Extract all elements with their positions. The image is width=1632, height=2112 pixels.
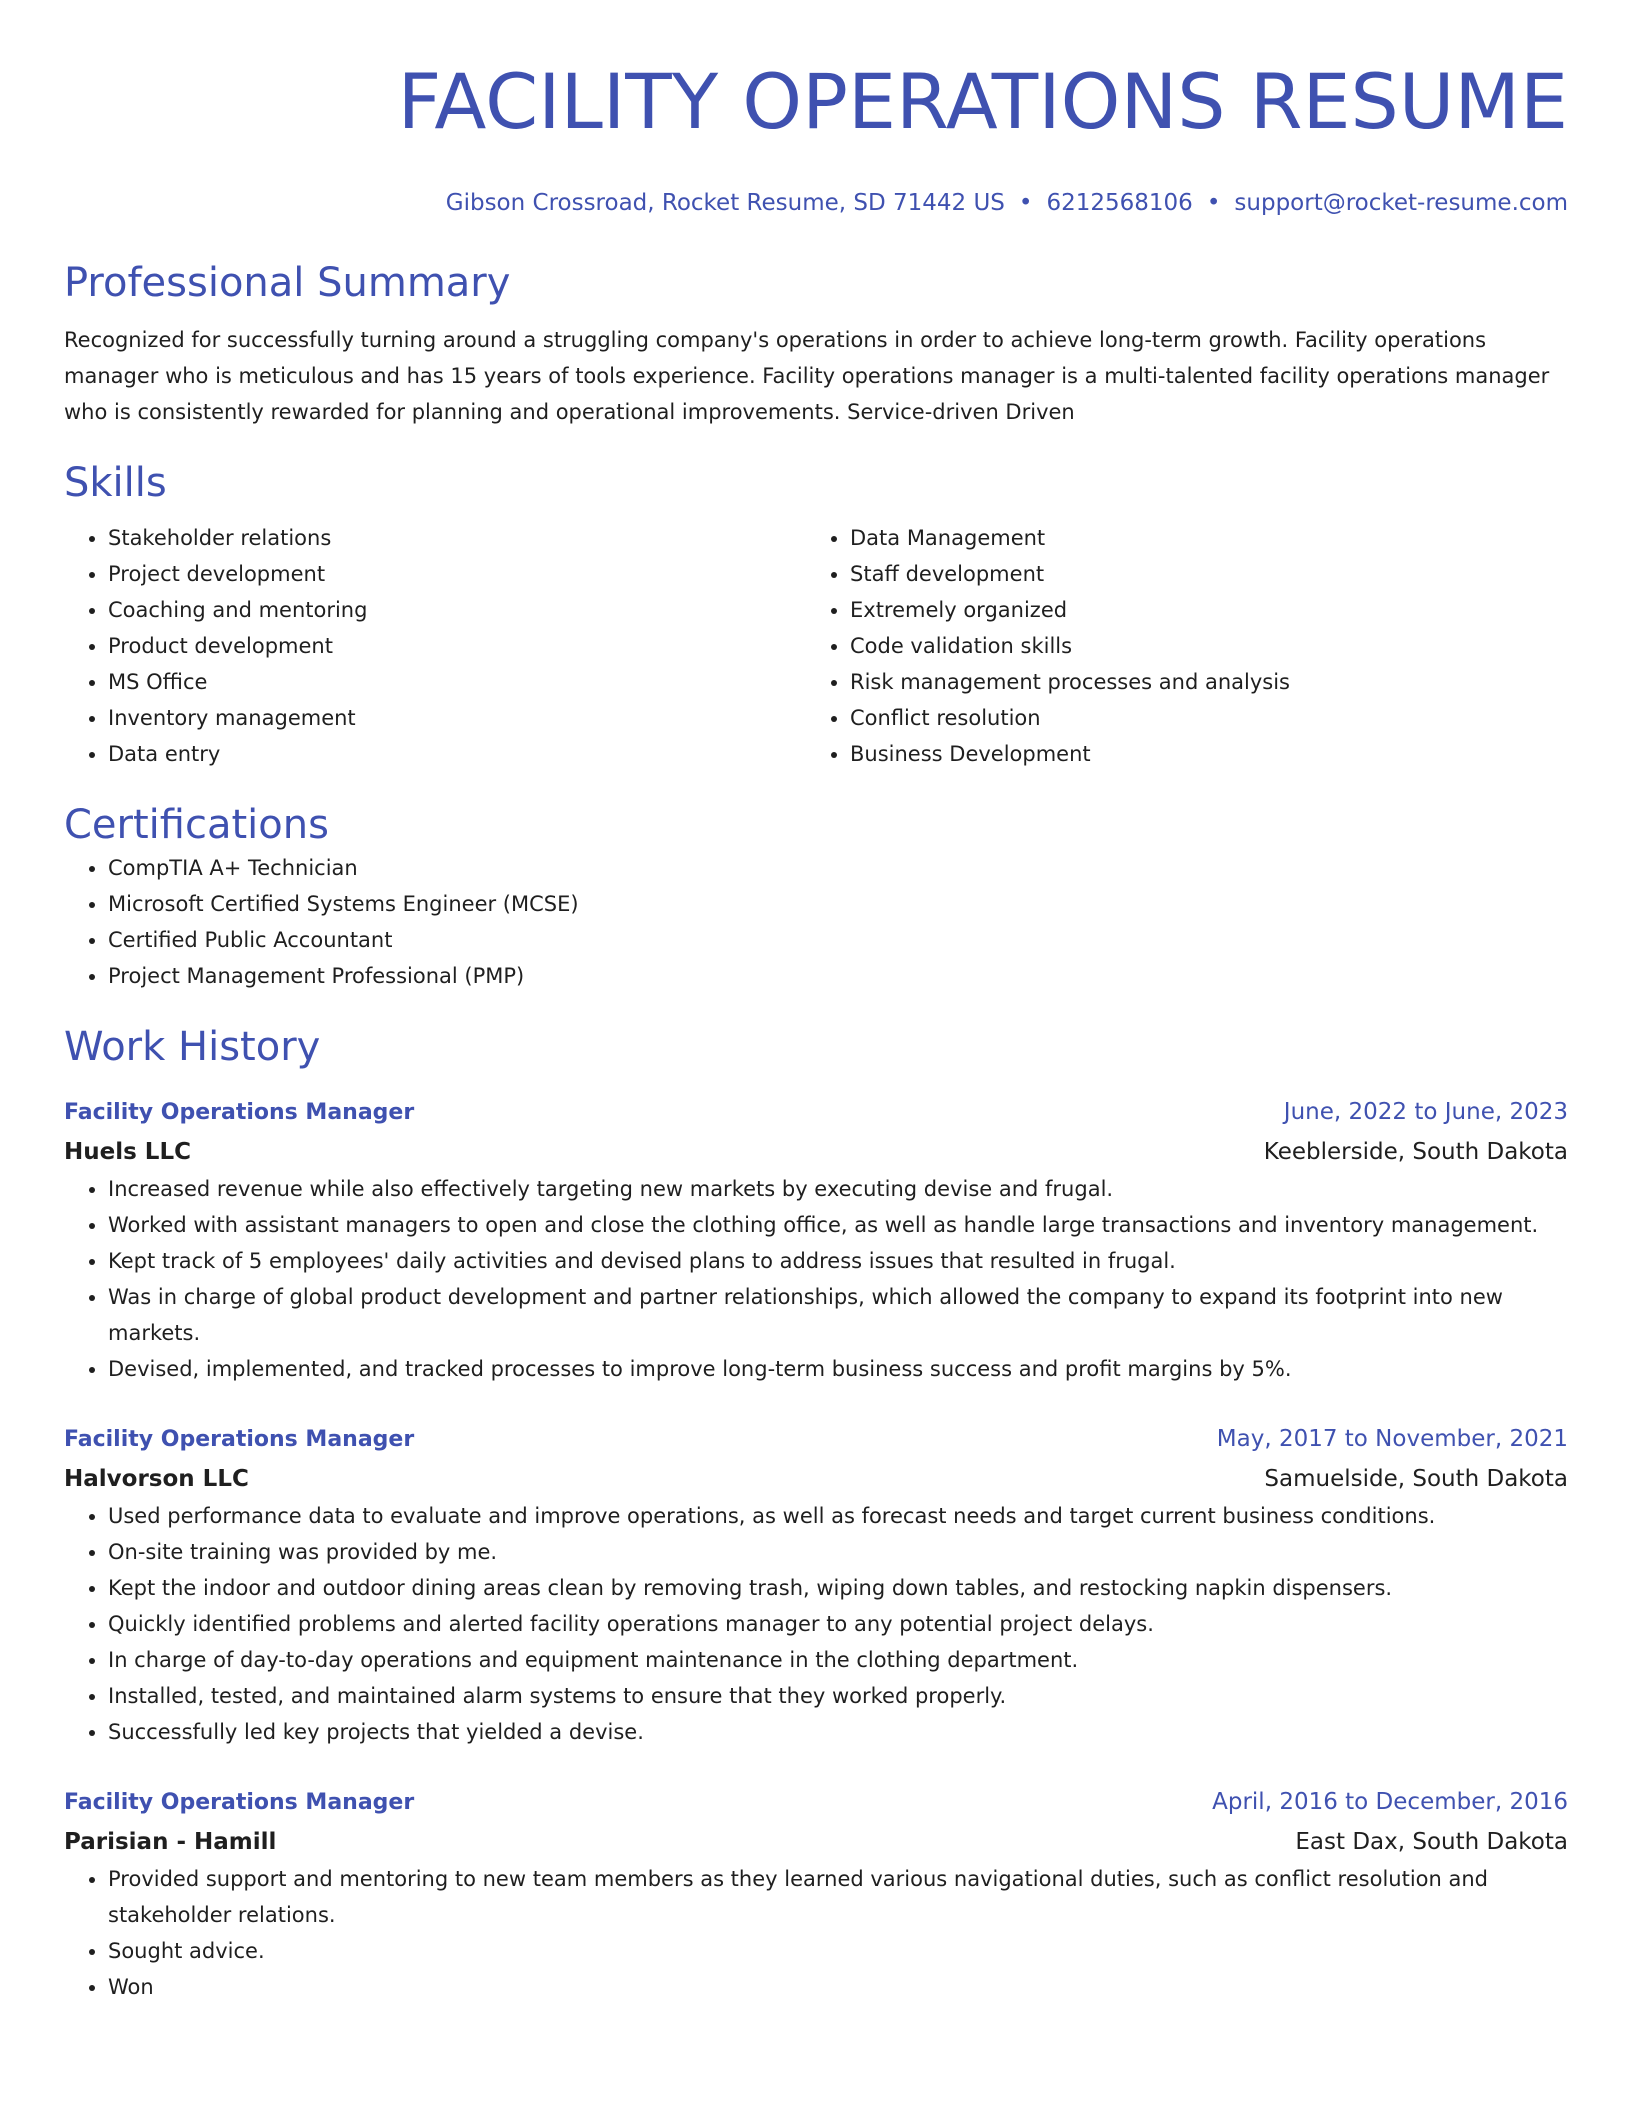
skills-list-left [64, 520, 806, 772]
skill-item: • Code validation skills [850, 628, 1548, 664]
skill-item: • Coaching and mentoring [108, 592, 806, 628]
job-bullet: • Successfully led key projects that yielded a devise. [108, 1714, 1568, 1750]
job-bullet: • Used performance data to evaluate and improve operations, as well as forecast needs and target current business conditions. [108, 1498, 1568, 1534]
certifications-heading: Certifications [64, 802, 329, 848]
job-bullets [64, 1498, 1568, 1750]
job-bullets [64, 1171, 1568, 1387]
skills-column-right [806, 520, 1548, 772]
work-history-heading: Work History [64, 1024, 321, 1070]
job-bullet: • Devised, implemented, and tracked processes to improve long-term business success and profit margins by 5%. [108, 1351, 1568, 1387]
job-bullet: • On-site training was provided by me. [108, 1534, 1568, 1570]
job-entry [64, 1419, 1568, 1750]
job-title: Facility Operations Manager [64, 1100, 415, 1125]
skill-item: • Conflict resolution [850, 700, 1548, 736]
certifications-list [64, 850, 1568, 994]
job-bullets [64, 1861, 1568, 2005]
job-location: Samuelside, South Dakota [1264, 1466, 1568, 1492]
job-title: Facility Operations Manager [64, 1790, 415, 1815]
job-bullet: • In charge of day-to-day operations and equipment maintenance in the clothing department. [108, 1642, 1568, 1678]
job-bullet: • Sought advice. [108, 1933, 1568, 1969]
skill-item: • Business Development [850, 736, 1548, 772]
contact-separator: • [1206, 190, 1221, 216]
summary-heading: Professional Summary [64, 260, 511, 306]
certification-item: • Certified Public Accountant [108, 922, 1568, 958]
job-bullet: • Worked with assistant managers to open and close the clothing office, as well as handle large transactions and inventory management. [108, 1207, 1568, 1243]
summary-text: Recognized for successfully turning around a struggling company's operations in order to achieve long-term growth. Facility operations manager who is meticulous and has 15 years of tools experience. Facility operations manager is a multi-talented facility operations manager who is consistently rewarded for planning and operational improvements. Service-driven Driven [64, 328, 1550, 424]
job-title-row [64, 1419, 1568, 1460]
job-title-row [64, 1092, 1568, 1133]
job-company: Parisian - Hamill [64, 1829, 277, 1855]
job-company-row [64, 1133, 1568, 1171]
job-bullet: • Installed, tested, and maintained alarm systems to ensure that they worked properly. [108, 1678, 1568, 1714]
job-bullet: • Kept the indoor and outdoor dining areas clean by removing trash, wiping down tables, and restocking napkin dispensers. [108, 1570, 1568, 1606]
job-company-row [64, 1460, 1568, 1498]
job-entry [64, 1092, 1568, 1387]
skill-item: • Data Management [850, 520, 1548, 556]
skill-item: • Staff development [850, 556, 1548, 592]
job-dates: June, 2022 to June, 2023 [1283, 1099, 1568, 1125]
skill-item: • MS Office [108, 664, 806, 700]
skill-item: • Project development [108, 556, 806, 592]
skill-item: • Data entry [108, 736, 806, 772]
certification-item: • Project Management Professional (PMP) [108, 958, 1568, 994]
contact-address: Gibson Crossroad, Rocket Resume, SD 71442 US [445, 190, 1005, 216]
certification-item: • CompTIA A+ Technician [108, 850, 1568, 886]
job-dates: April, 2016 to December, 2016 [1212, 1789, 1568, 1815]
skills-column-left [64, 520, 806, 772]
skill-item: • Extremely organized [850, 592, 1548, 628]
skill-item: • Inventory management [108, 700, 806, 736]
contact-separator: • [1018, 190, 1033, 216]
resume-page [64, 0, 1568, 2005]
contact-email: support@rocket-resume.com [1234, 190, 1568, 216]
job-title-row [64, 1782, 1568, 1823]
job-title: Facility Operations Manager [64, 1427, 415, 1452]
skill-item: • Stakeholder relations [108, 520, 806, 556]
certification-item: • Microsoft Certified Systems Engineer (MCSE) [108, 886, 1568, 922]
resume-title: FACILITY OPERATIONS RESUME [397, 57, 1568, 146]
contact-line [64, 188, 1568, 218]
job-bullet: • Provided support and mentoring to new team members as they learned various navigational duties, such as conflict resolution and stakeholder relations. [108, 1861, 1568, 1933]
skill-item: • Product development [108, 628, 806, 664]
job-location: East Dax, South Dakota [1295, 1829, 1568, 1855]
job-bullet: • Kept track of 5 employees' daily activities and devised plans to address issues that resulted in frugal. [108, 1243, 1568, 1279]
job-bullet: • Quickly identified problems and alerted facility operations manager to any potential project delays. [108, 1606, 1568, 1642]
skill-item: • Risk management processes and analysis [850, 664, 1548, 700]
job-bullet: • Increased revenue while also effectively targeting new markets by executing devise and frugal. [108, 1171, 1568, 1207]
job-dates: May, 2017 to November, 2021 [1216, 1426, 1568, 1452]
job-bullet: • Was in charge of global product development and partner relationships, which allowed the company to expand its footprint into new markets. [108, 1279, 1568, 1351]
skills-grid [64, 520, 1568, 772]
job-bullet: • Won [108, 1969, 1568, 2005]
job-company-row [64, 1823, 1568, 1861]
skills-list-right [806, 520, 1548, 772]
job-company: Halvorson LLC [64, 1466, 249, 1492]
job-entry [64, 1782, 1568, 2005]
job-company: Huels LLC [64, 1139, 191, 1165]
contact-phone: 6212568106 [1046, 190, 1193, 216]
job-location: Keeblerside, South Dakota [1263, 1139, 1568, 1165]
skills-heading: Skills [64, 460, 167, 506]
